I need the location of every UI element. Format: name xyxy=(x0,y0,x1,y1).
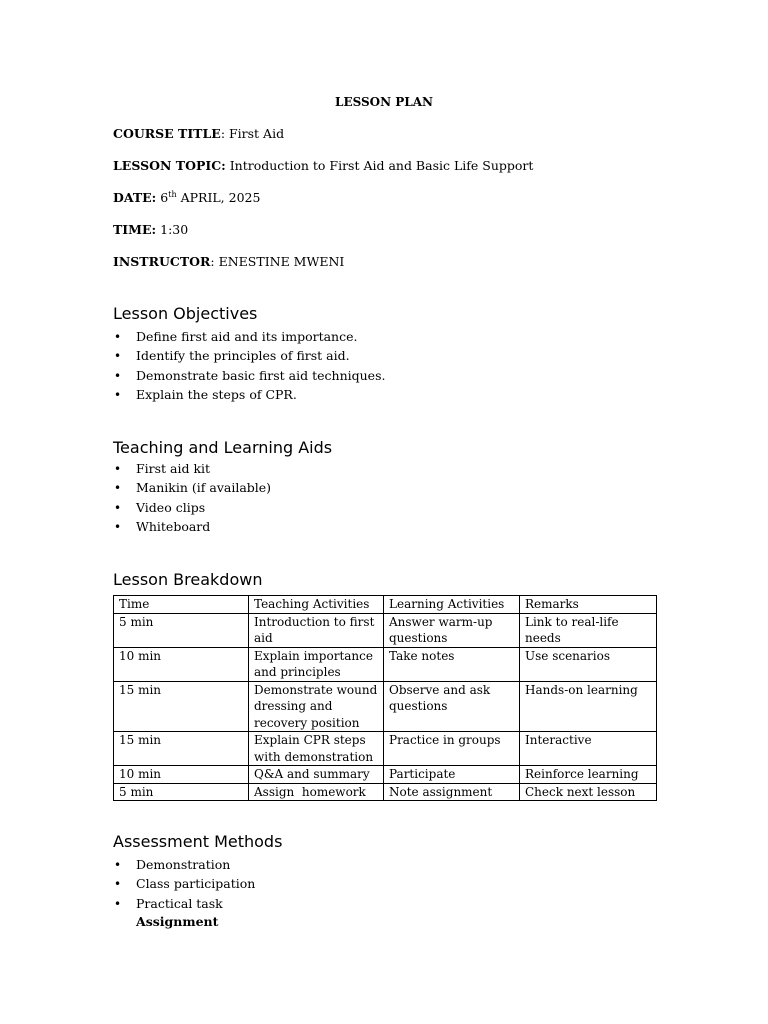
list-item: • Whiteboard xyxy=(114,518,211,534)
table-cell: Reinforce learning xyxy=(520,766,657,784)
list-item: • Video clips xyxy=(114,499,206,515)
bullet-icon: • xyxy=(114,330,122,344)
table-cell: Take notes xyxy=(384,647,520,681)
table-cell: 5 min xyxy=(114,613,249,647)
time-value: 1:30 xyxy=(156,222,189,237)
table-cell: Explain CPR steps with demonstration xyxy=(249,732,384,766)
date-rest: APRIL, 2025 xyxy=(176,190,261,205)
list-item: • Define first aid and its importance. xyxy=(114,329,358,344)
table-cell: Observe and ask questions xyxy=(384,681,520,732)
table-cell: Participate xyxy=(384,766,520,784)
breakdown-heading: Lesson Breakdown xyxy=(113,570,263,589)
course-title-value: : First Aid xyxy=(220,126,285,141)
lesson-topic-line xyxy=(113,158,533,174)
table-row xyxy=(114,783,657,801)
bullet-icon: • xyxy=(114,462,122,476)
bullet-icon: • xyxy=(114,896,122,911)
table-cell: Check next lesson xyxy=(520,783,657,801)
table-cell: Practice in groups xyxy=(384,732,520,766)
table-cell: Link to real-life needs xyxy=(520,613,657,647)
table-cell: 15 min xyxy=(114,732,249,766)
lesson-topic-label: LESSON TOPIC: xyxy=(113,158,226,173)
table-cell: Use scenarios xyxy=(520,647,657,681)
objectives-heading: Lesson Objectives xyxy=(113,304,258,323)
table-cell: Introduction to first aid xyxy=(249,613,384,647)
table-cell: 15 min xyxy=(114,681,249,732)
table-header-row xyxy=(114,596,657,614)
table-cell: Q&A and summary xyxy=(249,766,384,784)
bullet-icon: • xyxy=(114,500,122,515)
time-label: TIME: xyxy=(113,222,157,237)
table-row xyxy=(114,732,657,766)
aids-heading: Teaching and Learning Aids xyxy=(113,438,333,457)
list-item: • Demonstrate basic first aid techniques. xyxy=(114,367,386,383)
bullet-icon: • xyxy=(114,387,122,402)
instructor-label: INSTRUCTOR xyxy=(113,254,211,269)
aids-list xyxy=(113,461,271,538)
date-day: 6 xyxy=(156,190,169,205)
table-cell: 10 min xyxy=(114,766,249,784)
bullet-icon: • xyxy=(114,519,122,534)
date-line xyxy=(113,190,260,206)
table-cell: 5 min xyxy=(114,783,249,801)
document-title: LESSON PLAN xyxy=(335,95,433,109)
column-header-time: Time xyxy=(114,596,249,614)
table-cell: 10 min xyxy=(114,647,249,681)
table-cell: Assign homework xyxy=(249,783,384,801)
list-item: • Explain the steps of CPR. xyxy=(114,386,297,402)
table-row xyxy=(114,647,657,681)
instructor-value: : ENESTINE MWENI xyxy=(210,254,345,269)
assessment-list xyxy=(113,857,255,915)
list-item: • Class participation xyxy=(114,876,256,892)
table-cell: Answer warm-up questions xyxy=(384,613,520,647)
date-label: DATE: xyxy=(113,190,157,205)
list-item: • Practical task xyxy=(114,895,223,911)
instructor-line xyxy=(113,254,344,270)
list-item: • Demonstration xyxy=(114,857,231,872)
column-header-teaching: Teaching Activities xyxy=(249,596,384,614)
table-row xyxy=(114,681,657,732)
table-cell: Explain importance and principles xyxy=(249,647,384,681)
bullet-icon: • xyxy=(114,349,122,364)
lesson-topic-value: Introduction to First Aid and Basic Life Support xyxy=(225,158,534,173)
table-row xyxy=(114,766,657,784)
time-line xyxy=(113,222,188,238)
list-item: • Identify the principles of first aid. xyxy=(114,348,350,364)
assessment-heading: Assessment Methods xyxy=(113,832,283,851)
bullet-icon: • xyxy=(114,858,122,872)
course-title-label: COURSE TITLE xyxy=(113,126,221,141)
objectives-list xyxy=(113,329,385,406)
date-suffix: th xyxy=(168,190,177,199)
course-title-line xyxy=(113,126,284,142)
list-item: • Manikin (if available) xyxy=(114,480,272,496)
table-cell: Hands-on learning xyxy=(520,681,657,732)
bullet-icon: • xyxy=(114,368,122,383)
table-row xyxy=(114,613,657,647)
list-item: • First aid kit xyxy=(114,461,211,476)
column-header-learning: Learning Activities xyxy=(384,596,520,614)
table-cell: Note assignment xyxy=(384,783,520,801)
bullet-icon: • xyxy=(114,481,122,496)
breakdown-table xyxy=(113,595,657,801)
bullet-icon: • xyxy=(114,877,122,892)
assessment-sub-item: Assignment xyxy=(136,914,219,929)
table-cell: Interactive xyxy=(520,732,657,766)
table-cell: Demonstrate wound dressing and recovery position xyxy=(249,681,384,732)
column-header-remarks: Remarks xyxy=(520,596,657,614)
